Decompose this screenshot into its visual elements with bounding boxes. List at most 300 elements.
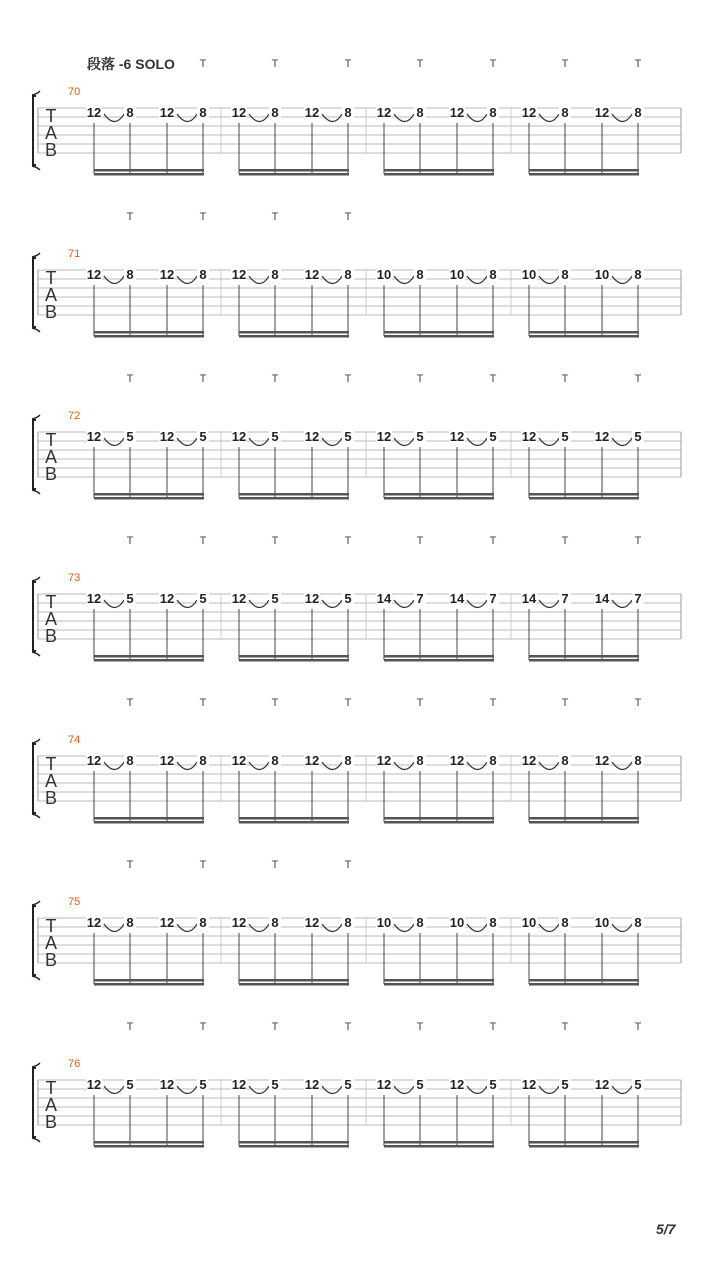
tap-mark: T xyxy=(199,211,207,223)
fret-number: 5 xyxy=(416,1077,424,1092)
bracket-hook-bottom xyxy=(32,166,40,170)
tab-clef-letter: T xyxy=(45,430,57,450)
bar-number: 73 xyxy=(68,572,81,584)
system-bracket xyxy=(33,906,36,975)
fret-number: 12 xyxy=(86,429,102,444)
slur xyxy=(539,924,559,932)
tab-clef-letter: B xyxy=(44,626,58,646)
tap-mark: T xyxy=(126,1021,134,1033)
system-bracket xyxy=(33,744,36,813)
slur xyxy=(322,1086,342,1094)
bracket-hook-top xyxy=(32,415,40,419)
tap-mark: T xyxy=(561,58,569,70)
tap-mark: T xyxy=(126,535,134,547)
beam xyxy=(94,1145,204,1148)
fret-number: 14 xyxy=(376,591,392,606)
tap-mark: T xyxy=(344,373,352,385)
beam xyxy=(384,169,494,172)
beam xyxy=(94,659,204,662)
slur xyxy=(467,438,487,446)
tab-clef-letter: T xyxy=(45,916,57,936)
slur xyxy=(104,114,124,122)
slur xyxy=(612,924,632,932)
beam xyxy=(384,983,494,986)
beam xyxy=(94,169,204,172)
slur xyxy=(249,924,269,932)
fret-number: 12 xyxy=(159,105,175,120)
fret-number: 12 xyxy=(594,429,610,444)
fret-number: 8 xyxy=(489,915,497,930)
beam xyxy=(94,1141,204,1144)
tab-clef-letter: T xyxy=(45,106,57,126)
fret-number: 12 xyxy=(594,753,610,768)
tap-mark: T xyxy=(489,373,497,385)
slur xyxy=(177,438,197,446)
beam xyxy=(529,821,639,824)
fret-number: 8 xyxy=(126,105,134,120)
fret-number: 12 xyxy=(159,915,175,930)
slur xyxy=(322,114,342,122)
beam xyxy=(384,817,494,820)
fret-number: 8 xyxy=(271,753,279,768)
tap-mark: T xyxy=(561,535,569,547)
beam xyxy=(94,173,204,176)
fret-number: 8 xyxy=(416,915,424,930)
beam xyxy=(239,655,349,658)
fret-number: 5 xyxy=(416,429,424,444)
fret-number: 12 xyxy=(231,915,247,930)
system-bracket xyxy=(33,420,36,489)
tap-mark: T xyxy=(561,697,569,709)
tab-clef-letter: B xyxy=(44,788,58,808)
bracket-hook-bottom xyxy=(32,490,40,494)
beam xyxy=(529,1145,639,1148)
tap-mark: T xyxy=(199,859,207,871)
slur xyxy=(467,276,487,284)
tap-mark: T xyxy=(344,535,352,547)
slur xyxy=(322,600,342,608)
fret-number: 8 xyxy=(634,105,642,120)
tab-clef-letter: B xyxy=(44,464,58,484)
fret-number: 7 xyxy=(489,591,497,606)
fret-number: 12 xyxy=(159,753,175,768)
slur xyxy=(177,114,197,122)
bracket-hook-top xyxy=(32,901,40,905)
fret-number: 12 xyxy=(86,1077,102,1092)
fret-number: 5 xyxy=(561,429,569,444)
tab-clef-letter: A xyxy=(44,771,58,791)
slur xyxy=(249,276,269,284)
fret-number: 10 xyxy=(594,915,610,930)
tab-clef-letter: A xyxy=(44,123,58,143)
beam xyxy=(384,1145,494,1148)
fret-number: 10 xyxy=(594,267,610,282)
fret-number: 12 xyxy=(521,753,537,768)
bracket-hook-top xyxy=(32,739,40,743)
bracket-hook-bottom xyxy=(32,976,40,980)
beam xyxy=(94,979,204,982)
tap-mark: T xyxy=(416,1021,424,1033)
beam xyxy=(529,983,639,986)
beam xyxy=(239,493,349,496)
beam xyxy=(529,497,639,500)
tap-mark: T xyxy=(416,58,424,70)
slur xyxy=(394,924,414,932)
slur xyxy=(249,762,269,770)
page-number: 5/7 xyxy=(656,1221,676,1237)
beam xyxy=(529,331,639,334)
fret-number: 8 xyxy=(344,915,352,930)
fret-number: 12 xyxy=(304,591,320,606)
slur xyxy=(539,762,559,770)
bracket-hook-top xyxy=(32,1063,40,1067)
fret-number: 8 xyxy=(199,753,207,768)
fret-number: 8 xyxy=(561,105,569,120)
tab-clef-letter: B xyxy=(44,140,58,160)
tap-mark: T xyxy=(199,58,207,70)
beam xyxy=(529,335,639,338)
tap-mark: T xyxy=(634,1021,642,1033)
fret-number: 12 xyxy=(449,753,465,768)
tab-clef-letter: A xyxy=(44,285,58,305)
bar-number: 74 xyxy=(68,734,81,746)
tap-mark: T xyxy=(634,373,642,385)
beam xyxy=(529,1141,639,1144)
fret-number: 8 xyxy=(561,915,569,930)
tap-mark: T xyxy=(199,1021,207,1033)
beam xyxy=(384,335,494,338)
bar-number: 76 xyxy=(68,1058,81,1070)
fret-number: 14 xyxy=(449,591,465,606)
tab-clef-letter: A xyxy=(44,1095,58,1115)
fret-number: 5 xyxy=(634,1077,642,1092)
beam xyxy=(529,659,639,662)
fret-number: 14 xyxy=(594,591,610,606)
slur xyxy=(539,276,559,284)
beam xyxy=(94,817,204,820)
fret-number: 12 xyxy=(376,753,392,768)
section-title: 段落 -6 SOLO xyxy=(87,56,175,72)
fret-number: 12 xyxy=(86,267,102,282)
system-bracket xyxy=(33,582,36,651)
fret-number: 12 xyxy=(86,753,102,768)
fret-number: 10 xyxy=(521,915,537,930)
fret-number: 12 xyxy=(449,105,465,120)
beam xyxy=(94,331,204,334)
fret-number: 12 xyxy=(231,105,247,120)
beam xyxy=(384,493,494,496)
slur xyxy=(104,276,124,284)
fret-number: 12 xyxy=(159,429,175,444)
bracket-hook-bottom xyxy=(32,814,40,818)
slur xyxy=(612,114,632,122)
fret-number: 5 xyxy=(126,591,134,606)
fret-number: 8 xyxy=(199,105,207,120)
fret-number: 12 xyxy=(159,1077,175,1092)
beam xyxy=(384,659,494,662)
fret-number: 12 xyxy=(304,1077,320,1092)
beam xyxy=(529,817,639,820)
fret-number: 5 xyxy=(199,1077,207,1092)
tap-mark: T xyxy=(416,697,424,709)
fret-number: 8 xyxy=(489,753,497,768)
tap-mark: T xyxy=(416,535,424,547)
fret-number: 10 xyxy=(521,267,537,282)
bracket-hook-top xyxy=(32,91,40,95)
slur xyxy=(612,762,632,770)
fret-number: 8 xyxy=(126,267,134,282)
fret-number: 5 xyxy=(126,429,134,444)
fret-number: 12 xyxy=(159,267,175,282)
fret-number: 8 xyxy=(126,753,134,768)
beam xyxy=(94,821,204,824)
slur xyxy=(249,1086,269,1094)
fret-number: 12 xyxy=(521,429,537,444)
slur xyxy=(177,1086,197,1094)
beam xyxy=(239,335,349,338)
fret-number: 12 xyxy=(231,267,247,282)
fret-number: 5 xyxy=(344,1077,352,1092)
beam xyxy=(94,493,204,496)
fret-number: 8 xyxy=(199,267,207,282)
fret-number: 5 xyxy=(344,429,352,444)
fret-number: 8 xyxy=(634,915,642,930)
fret-number: 10 xyxy=(449,267,465,282)
tab-clef-letter: B xyxy=(44,1112,58,1132)
beam xyxy=(239,821,349,824)
fret-number: 12 xyxy=(231,753,247,768)
bar-number: 71 xyxy=(68,248,81,260)
fret-number: 8 xyxy=(344,105,352,120)
fret-number: 12 xyxy=(86,105,102,120)
slur xyxy=(177,600,197,608)
fret-number: 12 xyxy=(304,429,320,444)
slur xyxy=(394,600,414,608)
fret-number: 5 xyxy=(489,429,497,444)
tap-mark: T xyxy=(634,535,642,547)
tap-mark: T xyxy=(489,535,497,547)
tap-mark: T xyxy=(561,373,569,385)
fret-number: 8 xyxy=(344,267,352,282)
beam xyxy=(239,1141,349,1144)
slur xyxy=(612,438,632,446)
slur xyxy=(539,114,559,122)
slur xyxy=(322,438,342,446)
beam xyxy=(384,497,494,500)
slur xyxy=(394,438,414,446)
tap-mark: T xyxy=(634,58,642,70)
bracket-hook-bottom xyxy=(32,1138,40,1142)
slur xyxy=(612,1086,632,1094)
fret-number: 7 xyxy=(561,591,569,606)
system-bracket xyxy=(33,1068,36,1137)
fret-number: 12 xyxy=(376,429,392,444)
tap-mark: T xyxy=(271,58,279,70)
fret-number: 14 xyxy=(521,591,537,606)
fret-number: 8 xyxy=(416,267,424,282)
fret-number: 8 xyxy=(416,753,424,768)
tab-clef-letter: B xyxy=(44,302,58,322)
slur xyxy=(177,762,197,770)
beam xyxy=(94,655,204,658)
fret-number: 12 xyxy=(594,105,610,120)
tap-mark: T xyxy=(271,697,279,709)
bar-number: 72 xyxy=(68,410,81,422)
tap-mark: T xyxy=(416,373,424,385)
beam xyxy=(239,173,349,176)
beam xyxy=(239,331,349,334)
tab-clef-letter: T xyxy=(45,754,57,774)
slur xyxy=(104,924,124,932)
beam xyxy=(384,331,494,334)
fret-number: 8 xyxy=(271,105,279,120)
beam xyxy=(239,817,349,820)
tab-clef-letter: B xyxy=(44,950,58,970)
tap-mark: T xyxy=(271,1021,279,1033)
slur xyxy=(394,1086,414,1094)
tap-mark: T xyxy=(634,697,642,709)
bracket-hook-top xyxy=(32,577,40,581)
fret-number: 8 xyxy=(344,753,352,768)
slur xyxy=(104,1086,124,1094)
slur xyxy=(394,114,414,122)
beam xyxy=(94,335,204,338)
slur xyxy=(467,924,487,932)
tap-mark: T xyxy=(489,58,497,70)
tap-mark: T xyxy=(271,373,279,385)
fret-number: 5 xyxy=(271,1077,279,1092)
tab-clef-letter: A xyxy=(44,609,58,629)
bar-number: 70 xyxy=(68,86,81,98)
slur xyxy=(539,600,559,608)
beam xyxy=(239,497,349,500)
fret-number: 8 xyxy=(126,915,134,930)
beam xyxy=(529,493,639,496)
beam xyxy=(529,979,639,982)
slur xyxy=(467,762,487,770)
beam xyxy=(94,497,204,500)
fret-number: 7 xyxy=(634,591,642,606)
tap-mark: T xyxy=(126,697,134,709)
bracket-hook-bottom xyxy=(32,328,40,332)
slur xyxy=(322,924,342,932)
beam xyxy=(94,983,204,986)
slur xyxy=(467,114,487,122)
fret-number: 8 xyxy=(271,267,279,282)
fret-number: 5 xyxy=(489,1077,497,1092)
tap-mark: T xyxy=(561,1021,569,1033)
slur xyxy=(394,762,414,770)
fret-number: 5 xyxy=(344,591,352,606)
tab-clef-letter: T xyxy=(45,592,57,612)
tap-mark: T xyxy=(126,859,134,871)
slur xyxy=(249,438,269,446)
beam xyxy=(384,979,494,982)
tap-mark: T xyxy=(126,211,134,223)
slur xyxy=(467,600,487,608)
fret-number: 8 xyxy=(199,915,207,930)
beam xyxy=(384,1141,494,1144)
fret-number: 12 xyxy=(304,753,320,768)
fret-number: 8 xyxy=(489,105,497,120)
tap-mark: T xyxy=(344,58,352,70)
tap-mark: T xyxy=(489,697,497,709)
fret-number: 8 xyxy=(271,915,279,930)
slur xyxy=(539,1086,559,1094)
fret-number: 10 xyxy=(376,915,392,930)
fret-number: 12 xyxy=(304,267,320,282)
beam xyxy=(239,169,349,172)
fret-number: 12 xyxy=(231,429,247,444)
slur xyxy=(612,600,632,608)
fret-number: 12 xyxy=(449,429,465,444)
tab-clef-letter: A xyxy=(44,933,58,953)
fret-number: 8 xyxy=(416,105,424,120)
slur xyxy=(249,114,269,122)
bar-number: 75 xyxy=(68,896,81,908)
tab-clef-letter: A xyxy=(44,447,58,467)
tap-mark: T xyxy=(199,697,207,709)
system-bracket xyxy=(33,96,36,165)
tap-mark: T xyxy=(199,535,207,547)
tap-mark: T xyxy=(344,697,352,709)
fret-number: 5 xyxy=(199,591,207,606)
fret-number: 5 xyxy=(271,591,279,606)
beam xyxy=(384,821,494,824)
fret-number: 12 xyxy=(159,591,175,606)
fret-number: 10 xyxy=(449,915,465,930)
system-bracket xyxy=(33,258,36,327)
beam xyxy=(529,169,639,172)
fret-number: 7 xyxy=(416,591,424,606)
fret-number: 12 xyxy=(594,1077,610,1092)
fret-number: 12 xyxy=(304,105,320,120)
beam xyxy=(239,1145,349,1148)
fret-number: 8 xyxy=(561,753,569,768)
tap-mark: T xyxy=(344,859,352,871)
tap-mark: T xyxy=(271,859,279,871)
slur xyxy=(322,276,342,284)
fret-number: 12 xyxy=(231,591,247,606)
slur xyxy=(467,1086,487,1094)
fret-number: 8 xyxy=(489,267,497,282)
slur xyxy=(104,762,124,770)
fret-number: 12 xyxy=(521,1077,537,1092)
slur xyxy=(104,438,124,446)
slur xyxy=(177,924,197,932)
slur xyxy=(249,600,269,608)
fret-number: 8 xyxy=(634,753,642,768)
fret-number: 12 xyxy=(376,105,392,120)
fret-number: 12 xyxy=(376,1077,392,1092)
tap-mark: T xyxy=(271,535,279,547)
bracket-hook-bottom xyxy=(32,652,40,656)
beam xyxy=(529,173,639,176)
fret-number: 5 xyxy=(271,429,279,444)
fret-number: 5 xyxy=(634,429,642,444)
beam xyxy=(384,655,494,658)
tap-mark: T xyxy=(199,373,207,385)
fret-number: 12 xyxy=(304,915,320,930)
tap-mark: T xyxy=(344,1021,352,1033)
tap-mark: T xyxy=(271,211,279,223)
beam xyxy=(529,655,639,658)
tab-clef-letter: T xyxy=(45,268,57,288)
slur xyxy=(539,438,559,446)
beam xyxy=(239,983,349,986)
slur xyxy=(394,276,414,284)
beam xyxy=(239,979,349,982)
